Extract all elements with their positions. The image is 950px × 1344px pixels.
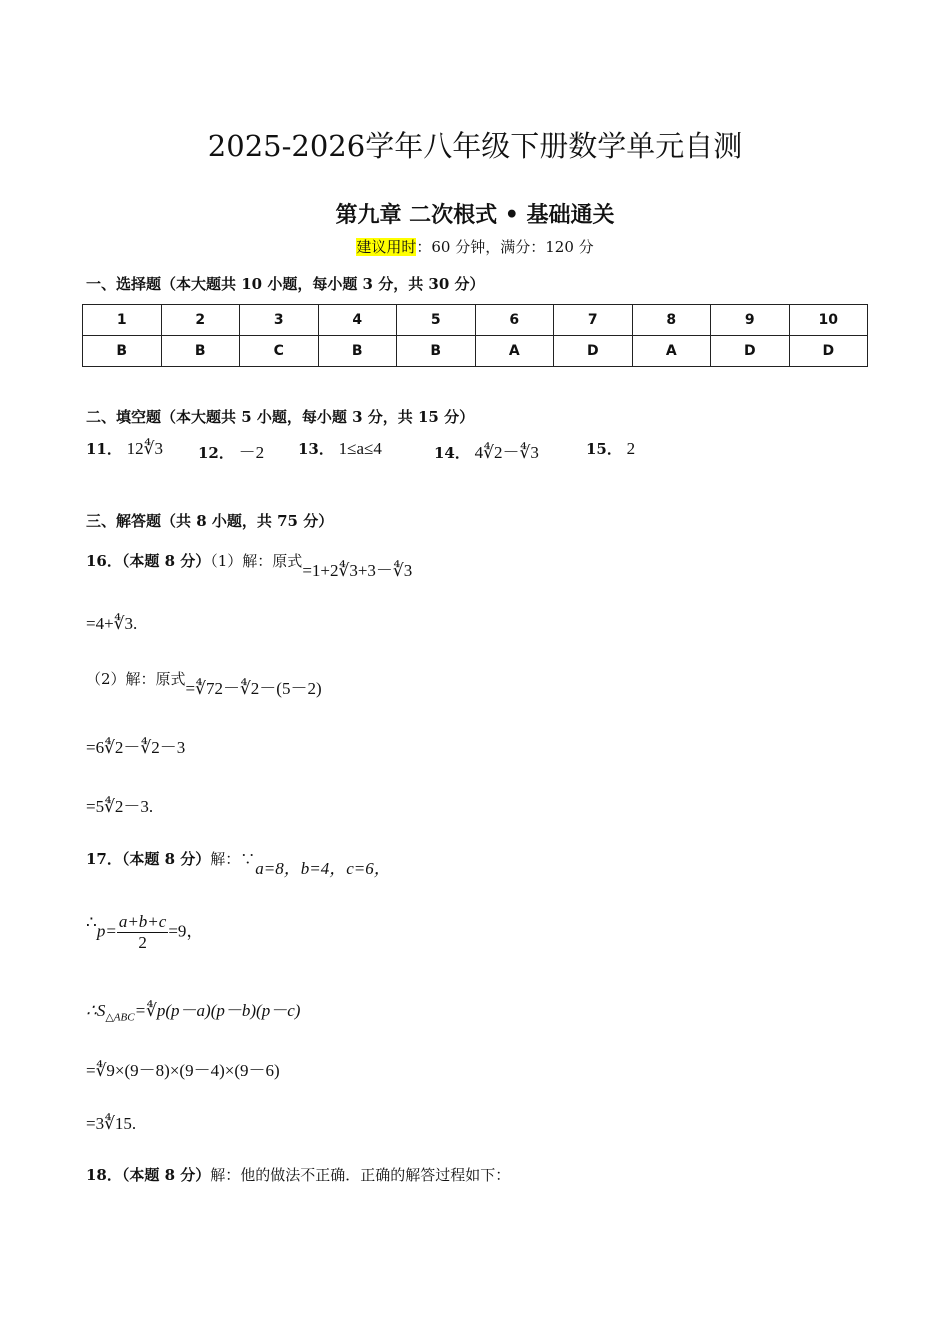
q18-text: 解：他的做法不正确．正确的解答过程如下： bbox=[210, 1166, 511, 1184]
question-number-cell: 9 bbox=[711, 305, 790, 336]
answer-cell: B bbox=[318, 336, 397, 367]
q17-p-lhs: p= bbox=[96, 921, 117, 941]
q17-area-lhs: ∴S bbox=[86, 1001, 106, 1020]
q17-line bbox=[86, 844, 391, 878]
q16-part2-equation: =∜72－∜2－(5－2) bbox=[185, 679, 322, 698]
fill-item-12 bbox=[198, 438, 264, 463]
q17-area-line bbox=[86, 996, 300, 1023]
fill-item-answer: －2 bbox=[238, 443, 265, 462]
section2-heading: 二、填空题（本大题共 5 小题，每小题 3 分，共 15 分） bbox=[86, 408, 475, 426]
time-info bbox=[0, 236, 950, 257]
fill-item-14 bbox=[434, 438, 539, 463]
q17-p-numerator: a+b+c bbox=[118, 912, 167, 931]
fill-item-number: 15． bbox=[586, 440, 622, 458]
question-number-cell: 6 bbox=[475, 305, 554, 336]
q17-intro: 解：∵ bbox=[210, 850, 256, 868]
chapter-subtitle: 第九章 二次根式 • 基础通关 bbox=[335, 202, 615, 228]
q17-given-values: a=8，b=4，c=6， bbox=[255, 859, 391, 878]
question-number-cell: 1 bbox=[83, 305, 162, 336]
time-label: 建议用时 bbox=[356, 238, 417, 256]
answer-table-answer-row bbox=[83, 336, 868, 367]
answer-cell: D bbox=[789, 336, 868, 367]
fill-item-15 bbox=[586, 438, 635, 459]
question-number-cell: 2 bbox=[161, 305, 240, 336]
q17-p-rhs: =9， bbox=[168, 921, 204, 941]
question-number-cell: 8 bbox=[632, 305, 711, 336]
answer-cell: A bbox=[632, 336, 711, 367]
therefore-symbol: ∴ bbox=[86, 913, 97, 933]
question-number-cell: 3 bbox=[240, 305, 319, 336]
fill-item-13 bbox=[298, 438, 382, 459]
q16-label: 16．（本题 8 分） bbox=[86, 552, 211, 570]
fill-item-answer: 1≤a≤4 bbox=[338, 439, 382, 458]
fill-item-answer: 4∜2－∜3 bbox=[474, 443, 539, 462]
answer-cell: D bbox=[554, 336, 633, 367]
q18-label: 18．（本题 8 分） bbox=[86, 1166, 211, 1184]
q17-label: 17．（本题 8 分） bbox=[86, 850, 211, 868]
fill-item-number: 13． bbox=[298, 440, 334, 458]
q17-p-denominator: 2 bbox=[138, 933, 147, 952]
fill-item-number: 14． bbox=[434, 444, 470, 462]
q17-area-subscript: △ABC bbox=[105, 1011, 135, 1024]
answer-table-header-row bbox=[83, 305, 868, 336]
time-detail: ：60 分钟，满分：120 分 bbox=[416, 238, 594, 256]
question-number-cell: 10 bbox=[789, 305, 868, 336]
answer-cell: D bbox=[711, 336, 790, 367]
fill-item-answer: 12∜3 bbox=[126, 439, 163, 458]
answer-cell: C bbox=[240, 336, 319, 367]
q16-part1-intro: （1）解：原式 bbox=[210, 552, 303, 570]
q18-line bbox=[86, 1164, 510, 1185]
answer-cell: A bbox=[475, 336, 554, 367]
question-number-cell: 5 bbox=[397, 305, 476, 336]
q16-part2-result: =5∜2－3. bbox=[86, 797, 154, 816]
q17-area-rhs: =∜p(p－a)(p－b)(p－c) bbox=[134, 1001, 301, 1020]
answer-cell: B bbox=[83, 336, 162, 367]
answer-cell: B bbox=[397, 336, 476, 367]
page-title: 2025-2026学年八年级下册数学单元自测 bbox=[207, 129, 743, 163]
answer-cell: B bbox=[161, 336, 240, 367]
q16-part2-intro: （2）解：原式 bbox=[86, 670, 186, 688]
question-number-cell: 7 bbox=[554, 305, 633, 336]
fill-item-answer: 2 bbox=[626, 439, 636, 458]
q17-p-fraction bbox=[117, 912, 169, 953]
question-number-cell: 4 bbox=[318, 305, 397, 336]
q16-part1-equation: =1+2∜3+3－∜3 bbox=[302, 561, 413, 580]
fill-item-number: 12． bbox=[198, 444, 234, 462]
q17-p-line bbox=[86, 912, 203, 953]
fill-item-11 bbox=[86, 438, 163, 459]
section3-heading: 三、解答题（共 8 小题，共 75 分） bbox=[86, 512, 334, 530]
fill-item-number: 11． bbox=[86, 440, 122, 458]
q16-part1-result: =4+∜3. bbox=[86, 614, 138, 633]
q16-part2-line bbox=[86, 664, 322, 698]
q17-step: =∜9×(9－8)×(9－4)×(9－6) bbox=[86, 1061, 280, 1080]
q17-result: =3∜15. bbox=[86, 1114, 137, 1133]
q16-part1-line bbox=[86, 546, 413, 580]
q16-part2-step: =6∜2－∜2－3 bbox=[86, 738, 186, 757]
answer-table bbox=[82, 304, 868, 367]
section1-heading: 一、选择题（本大题共 10 小题，每小题 3 分，共 30 分） bbox=[86, 275, 485, 293]
